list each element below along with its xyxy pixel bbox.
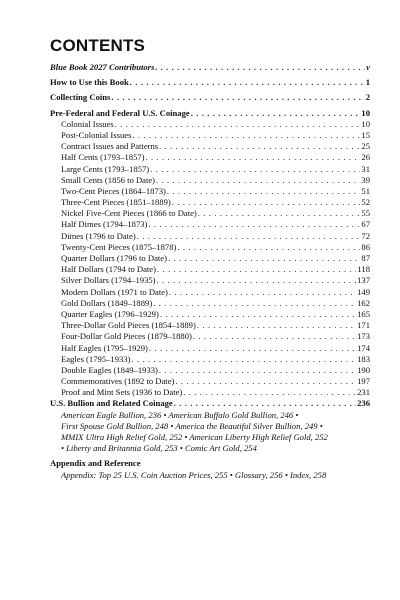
toc-entry-page: 197 <box>357 376 370 387</box>
toc-entry-page: 10 <box>361 107 370 118</box>
toc-entry-page: 10 <box>361 118 370 129</box>
toc-entry-label: Blue Book 2027 Contributors <box>50 62 155 72</box>
bullion-line: MMIX Ultra High Relief Gold, 252 • American Liberty High Relief Gold, 252 <box>61 432 328 443</box>
toc-leader-dots <box>160 309 356 320</box>
toc-entry <box>50 208 370 219</box>
toc-leader-dots <box>159 141 360 152</box>
toc-entry-page: 72 <box>361 230 370 241</box>
toc-entry-label: Nickel Five-Cent Pieces (1866 to Date) <box>61 208 197 219</box>
toc-entry <box>50 164 370 175</box>
toc-entry-page: 173 <box>357 331 370 342</box>
toc-entry-page: 31 <box>361 163 370 174</box>
toc-entry-label: Dimes (1796 to Date) <box>61 230 136 241</box>
toc-entry-label: Half Dimes (1794–1873) <box>61 219 148 230</box>
toc-entry-label: Three-Cent Pieces (1851–1889) <box>61 197 171 208</box>
toc-entry-label: Double Eagles (1849–1933) <box>61 364 158 375</box>
toc-leader-dots <box>157 264 356 275</box>
toc-leader-dots <box>150 164 360 175</box>
toc-entry-label: Contract Issues and Patterns <box>61 141 159 152</box>
bullion-line: • Liberty and Britannia Gold, 253 • Comic Art Gold, 254 <box>61 443 257 454</box>
appendix-header: Appendix and Reference <box>50 458 141 469</box>
toc-entry-page: 231 <box>357 387 370 398</box>
toc-entry-page: 174 <box>357 342 370 353</box>
toc-leader-dots <box>168 253 360 264</box>
toc-entry-label: Four-Dollar Gold Pieces (1879–1880) <box>61 331 192 342</box>
toc-entry <box>50 152 370 163</box>
toc-entry <box>50 354 370 365</box>
toc-entry-label: Quarter Dollars (1796 to Date) <box>61 253 167 263</box>
toc-leader-dots <box>130 77 365 88</box>
toc-entry-label: Three-Dollar Gold Pieces (1854–1889) <box>61 320 196 331</box>
toc-leader-dots <box>115 119 361 130</box>
toc-entry <box>50 253 370 264</box>
toc-entry <box>50 287 370 298</box>
toc-entry <box>50 365 370 376</box>
toc-entry-page: 165 <box>357 308 370 319</box>
toc-entry-page: 39 <box>361 174 370 185</box>
toc-entry-label: Pre-Federal and Federal U.S. Coinage <box>50 107 190 118</box>
toc-entry <box>50 275 370 286</box>
toc-entry-label: Large Cents (1793–1857) <box>61 163 150 174</box>
toc-entry-page: 15 <box>361 129 370 140</box>
toc-leader-dots <box>174 398 356 409</box>
toc-entry-page: 51 <box>361 185 370 196</box>
appendix-line: Appendix: Top 25 U.S. Coin Auction Prices, 255 • Glossary, 256 • Index, 258 <box>61 469 327 480</box>
toc-entry-label: Two-Cent Pieces (1864–1873) <box>61 185 166 196</box>
toc-entry <box>50 376 370 387</box>
toc-entry <box>50 219 370 230</box>
toc-leader-dots <box>132 130 360 141</box>
toc-entry-label: How to Use this Book <box>50 77 129 88</box>
page-title: CONTENTS <box>50 36 146 55</box>
toc-leader-dots <box>191 108 361 119</box>
toc-entry-page: 183 <box>357 353 370 364</box>
toc-entry-page: 67 <box>361 219 370 230</box>
toc-entry-page: 55 <box>361 208 370 219</box>
toc-leader-dots <box>198 208 361 219</box>
toc-entry <box>50 264 370 275</box>
toc-leader-dots <box>193 331 356 342</box>
toc-leader-dots <box>175 376 356 387</box>
appendix-section <box>50 458 370 480</box>
toc-entry-label: Small Cents (1856 to Date) <box>61 174 156 185</box>
toc-entry-label: U.S. Bullion and Related Coinage <box>50 398 173 409</box>
toc-entry-label: Half Cents (1793–1857) <box>61 152 145 163</box>
bullion-line: First Spouse Gold Bullion, 248 • America the Beautiful Silver Bullion, 249 • <box>61 420 323 431</box>
toc-entry-label: Collecting Coins <box>50 92 111 103</box>
toc-entry <box>50 186 370 197</box>
toc-entry <box>50 343 370 354</box>
toc-leader-dots <box>153 298 356 309</box>
toc-entry <box>50 92 370 103</box>
toc-leader-dots <box>111 92 364 103</box>
toc-list <box>50 62 370 410</box>
toc-entry <box>50 320 370 331</box>
toc-entry-label: Half Eagles (1795–1929) <box>61 342 148 353</box>
toc-entry-label: Half Dollars (1794 to Date) <box>61 264 156 275</box>
toc-leader-dots <box>131 354 356 365</box>
toc-entry <box>50 398 370 409</box>
toc-entry-page: 87 <box>361 253 370 263</box>
toc-leader-dots <box>169 287 356 298</box>
toc-entry <box>50 62 370 73</box>
toc-entry <box>50 231 370 242</box>
toc-entry <box>50 119 370 130</box>
toc-leader-dots <box>148 219 360 230</box>
toc-entry <box>50 130 370 141</box>
toc-entry-label: Post-Colonial Issues <box>61 129 132 140</box>
bullion-line: American Eagle Bullion, 236 • American Buffalo Gold Bullion, 246 • <box>61 409 299 420</box>
toc-entry-label: Commemoratives (1892 to Date) <box>61 376 175 387</box>
toc-leader-dots <box>167 186 361 197</box>
toc-entry-page: 2 <box>365 92 370 103</box>
toc-entry <box>50 77 370 88</box>
toc-entry-page: 1 <box>365 77 370 88</box>
toc-entry <box>50 175 370 186</box>
toc-entry <box>50 309 370 320</box>
toc-entry-label: Silver Dollars (1794–1935) <box>61 275 156 286</box>
toc-leader-dots <box>183 387 356 398</box>
toc-entry-page: 171 <box>357 320 370 331</box>
toc-entry-page: 118 <box>357 264 370 275</box>
bullion-description <box>50 410 370 455</box>
toc-entry-page: 162 <box>357 297 370 308</box>
toc-leader-dots <box>159 365 356 376</box>
toc-entry-label: Eagles (1795–1933) <box>61 353 131 364</box>
toc-entry-label: Proof and Mint Sets (1936 to Date) <box>61 387 183 398</box>
toc-entry <box>50 331 370 342</box>
toc-leader-dots <box>172 197 361 208</box>
toc-entry <box>50 108 370 119</box>
toc-entry-page: 149 <box>357 286 370 297</box>
toc-leader-dots <box>137 231 361 242</box>
toc-entry-label: Twenty-Cent Pieces (1875–1878) <box>61 241 177 252</box>
toc-entry-label: Modern Dollars (1971 to Date) <box>61 286 168 297</box>
toc-leader-dots <box>149 343 356 354</box>
toc-entry-label: Quarter Eagles (1796–1929) <box>61 308 159 319</box>
toc-entry <box>50 298 370 309</box>
toc-entry-label: Gold Dollars (1849–1889) <box>61 297 153 308</box>
toc-entry-page: 190 <box>357 364 370 375</box>
toc-leader-dots <box>197 320 356 331</box>
toc-entry-page: 25 <box>361 141 370 152</box>
toc-entry-page: 236 <box>357 398 370 409</box>
toc-entry-page: 137 <box>357 275 370 286</box>
toc-entry-page: 26 <box>361 152 370 163</box>
toc-entry <box>50 242 370 253</box>
toc-entry-page: 52 <box>361 197 370 208</box>
toc-entry <box>50 197 370 208</box>
toc-leader-dots <box>157 275 357 286</box>
toc-entry <box>50 141 370 152</box>
toc-leader-dots <box>146 152 361 163</box>
toc-entry-label: Colonial Issues <box>61 118 114 129</box>
toc-leader-dots <box>156 175 360 186</box>
toc-entry-page: v <box>366 62 370 72</box>
toc-leader-dots <box>177 242 360 253</box>
toc-leader-dots <box>155 62 365 73</box>
toc-entry <box>50 387 370 398</box>
toc-entry-page: 86 <box>361 241 370 252</box>
